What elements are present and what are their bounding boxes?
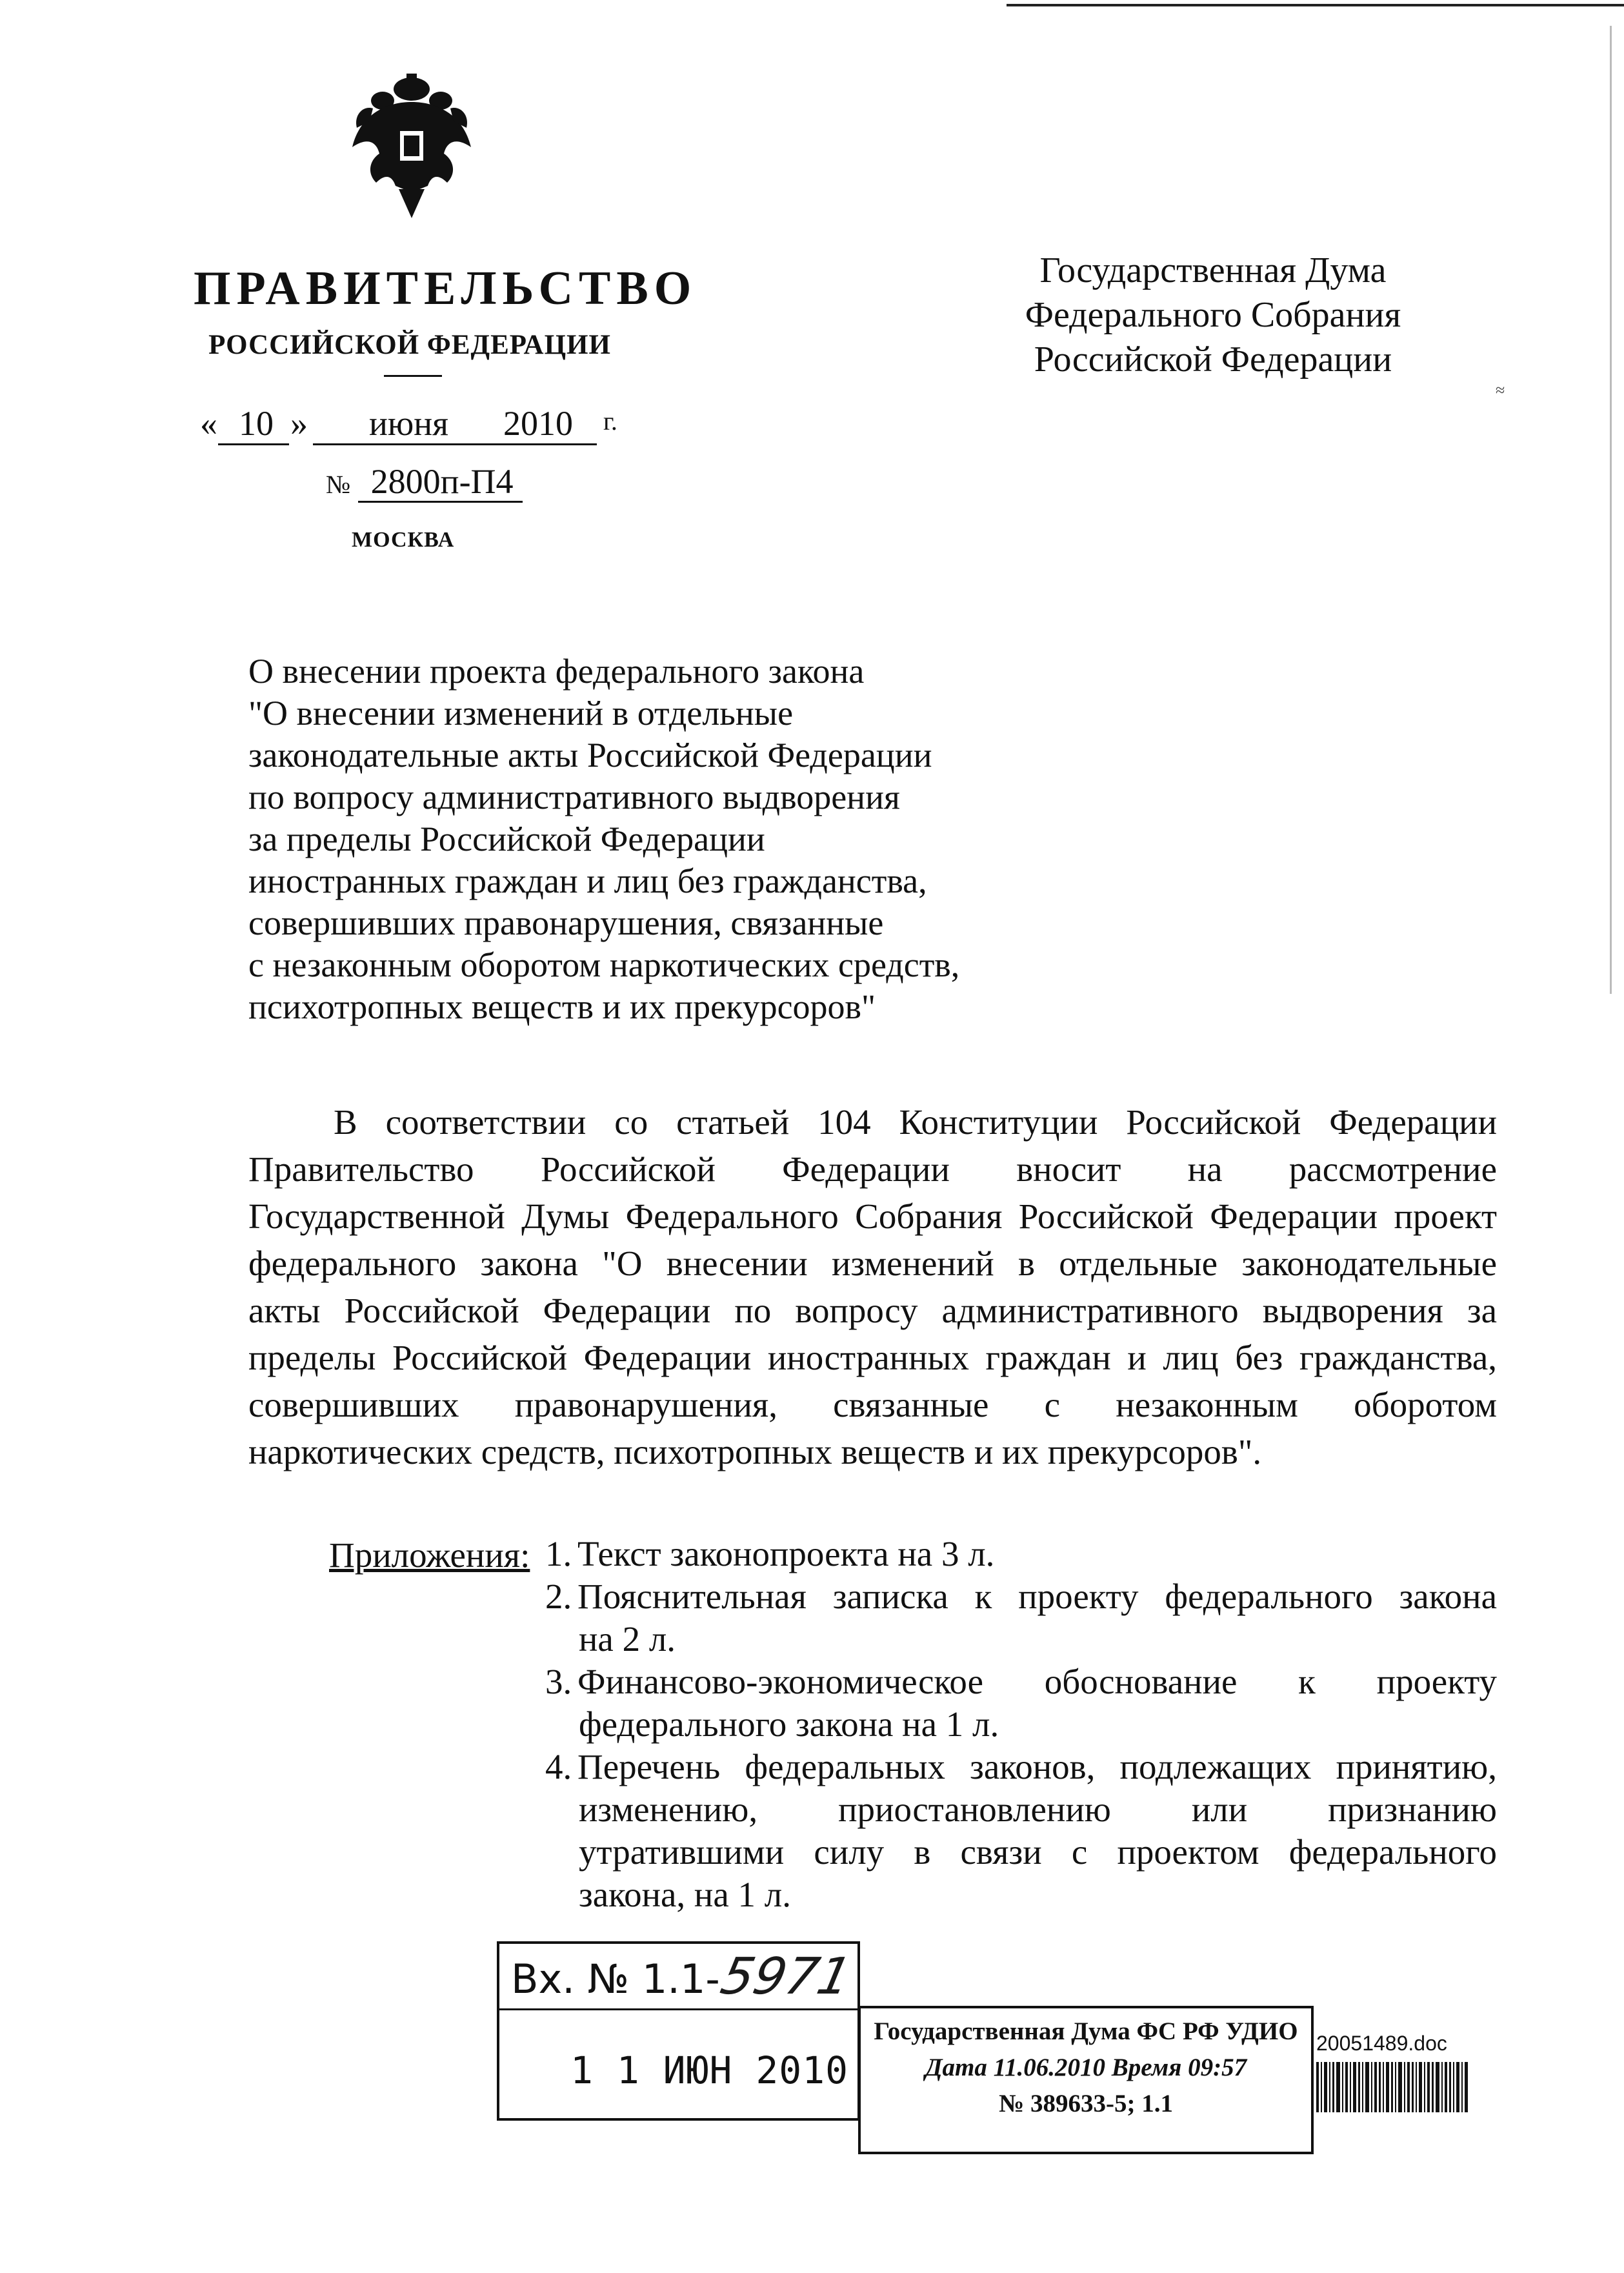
body-line: Правительство Российской Федерации вносит на рассмотрение [248,1149,1497,1189]
attachment-item [545,1746,1497,1916]
attachments-list [545,1533,1497,1916]
attachment-text: Перечень федеральных законов, подлежащих принятию, [577,1747,1497,1786]
subject-line: по вопросу административного выдворения [248,778,900,816]
stamp-line: № 389633-5; 1.1 [999,2090,1173,2117]
body-line: Государственной Думы Федерального Собрания Российской Федерации проект [248,1197,1497,1236]
reg-number-value: 2800п-П4 [370,462,514,501]
scan-edge-line [1610,26,1612,994]
subject-line: законодательные акты Российской Федерации [248,736,932,774]
body-line: федерального закона "О внесении изменений в отдельные законодательные [248,1244,1497,1283]
registration-number [326,461,514,501]
subject-line: О внесении проекта федерального закона [248,652,865,691]
attachment-number: 3. [545,1662,572,1701]
incoming-stamp [497,1941,860,2121]
body-paragraph [248,1098,1497,1475]
attachment-text: Текст законопроекта на 3 л. [577,1534,995,1573]
divider [384,375,442,377]
date-month-underline [313,443,597,445]
registration-stamp [858,2006,1314,2154]
incoming-handwritten-number: 5971 [716,1948,857,2006]
scan-edge-line [1007,4,1624,6]
date-close-quote: » [290,404,308,443]
attachment-text: Пояснительная записка к проекту федерального закона [577,1577,1497,1616]
date-open-quote: « [200,404,217,443]
body-line: пределы Российской Федерации иностранных граждан и лиц без гражданства, [248,1338,1497,1377]
attachment-text-continued: утратившими силу в связи с проектом федерального [579,1832,1497,1872]
body-line: совершивших правонарушения, связанные с незаконным оборотом [248,1385,1497,1424]
attachment-text-continued: закона, на 1 л. [579,1875,791,1914]
attachment-item [545,1533,1497,1575]
document-date [200,403,639,449]
incoming-stamp-prefix: Вх. № 1.1- [511,1955,720,2003]
attachment-text-continued: изменению, приостановлению или признанию [579,1790,1497,1829]
attachments-heading: Приложения: [329,1535,530,1575]
subject-line: с незаконным оборотом наркотических средств, [248,945,960,984]
addressee-line: Российской Федерации [1034,339,1392,379]
subject-line: за пределы Российской Федерации [248,820,765,858]
subject-line: "О внесении изменений в отдельные [248,694,794,732]
attachment-item [545,1575,1497,1661]
attachment-text-continued: на 2 л. [579,1619,676,1659]
attachment-number: 2. [545,1577,572,1616]
attachment-text: Финансово-экономическое обоснование к проекту [577,1662,1497,1701]
coat-of-arms-icon [347,70,476,218]
body-line: В соответствии со статьей 104 Конституции Российской Федерации [334,1102,1497,1142]
date-day: 10 [239,404,274,443]
reg-number-label: № [326,470,351,499]
stamp-line: Государственная Дума ФС РФ УДИО [874,2017,1298,2045]
stamp-divider [499,2008,857,2010]
city-label: МОСКВА [352,528,455,552]
subject-line: психотропных веществ и их прекурсоров" [248,987,876,1026]
government-title: ПРАВИТЕЛЬСТВО [194,262,697,315]
attachment-number: 1. [545,1534,572,1573]
subject-line: иностранных граждан и лиц без гражданства, [248,862,927,900]
addressee-block [968,248,1458,382]
body-line: акты Российской Федерации по вопросу административного выдворения за [248,1291,1497,1330]
date-year: 2010 [503,404,573,443]
attachment-text-continued: федерального закона на 1 л. [579,1704,999,1744]
document-filename: 20051489.doc [1316,2032,1447,2055]
scan-mark: ≈ [1496,381,1505,399]
barcode-icon [1316,2062,1469,2112]
date-day-underline [218,443,289,445]
stamp-line: Дата 11.06.2010 Время 09:57 [925,2054,1247,2081]
attachment-number: 4. [545,1747,572,1786]
date-month: июня [369,404,448,443]
attachment-item [545,1661,1497,1746]
subject-block [248,651,1087,1028]
addressee-line: Федерального Собрания [1025,295,1401,335]
subject-line: совершивших правонарушения, связанные [248,904,884,942]
incoming-stamp-date: 1 1 ИЮН 2010 [570,2048,849,2092]
reg-number-underline [358,501,523,503]
date-suffix: г. [603,407,617,436]
government-subtitle: РОССИЙСКОЙ ФЕДЕРАЦИИ [208,330,611,360]
body-line: наркотических средств, психотропных веществ и их прекурсоров". [248,1432,1262,1471]
addressee-line: Государственная Дума [1039,250,1387,290]
